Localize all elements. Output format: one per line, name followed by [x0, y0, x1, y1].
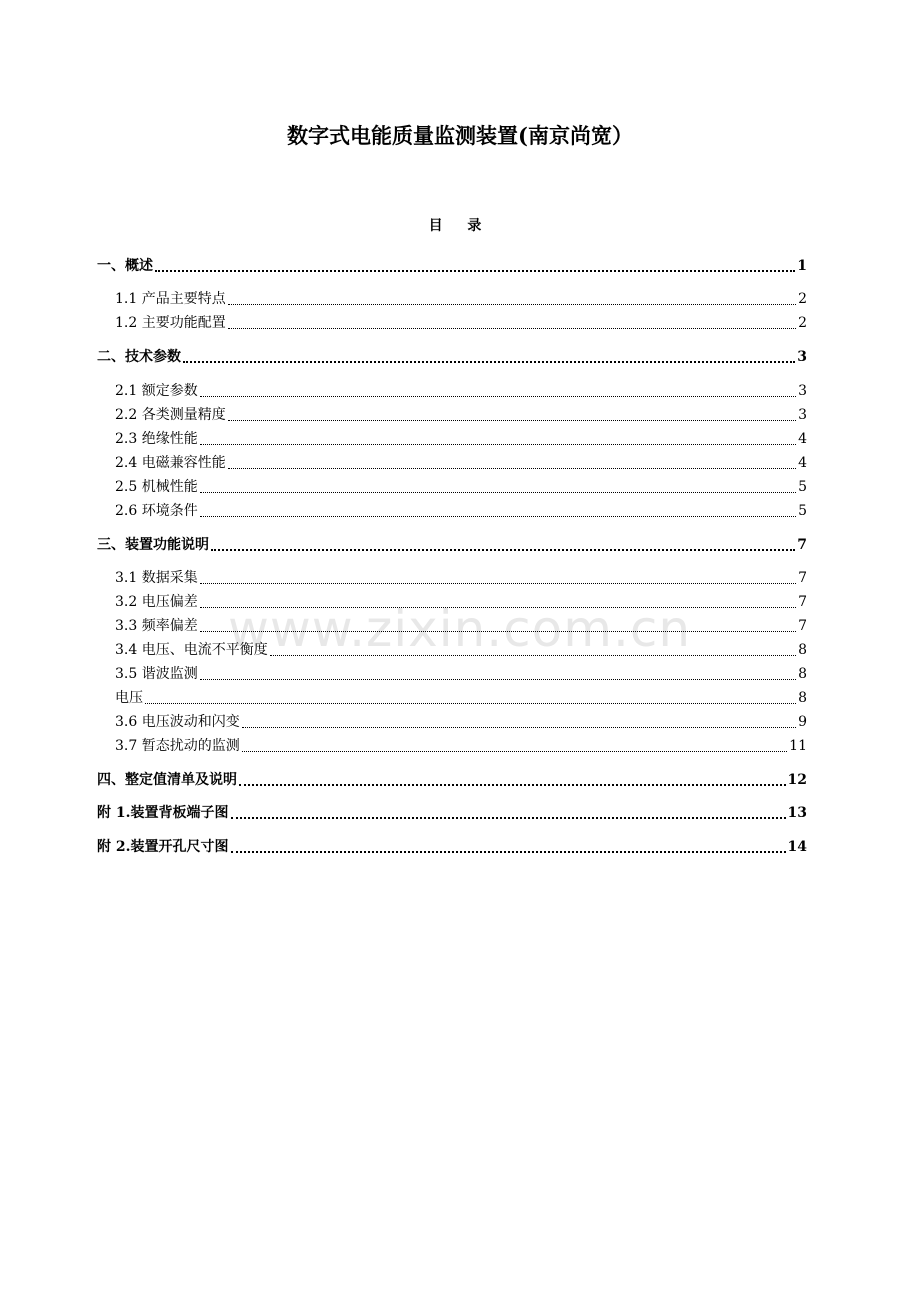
toc-entry[interactable]	[97, 429, 807, 449]
toc-entry[interactable]	[97, 313, 807, 333]
toc-entry[interactable]	[97, 501, 807, 521]
toc-entry[interactable]	[97, 405, 807, 425]
toc-entry-label: 附 2.装置开孔尺寸图	[97, 839, 229, 855]
toc-entry-label: 3.1 数据采集	[115, 570, 198, 586]
toc-entry[interactable]	[97, 347, 807, 367]
toc-entry-label: 二、技术参数	[97, 349, 181, 365]
toc-entry[interactable]	[97, 592, 807, 612]
toc-entry-page: 3	[798, 383, 807, 399]
toc-entry-page: 2	[798, 315, 807, 331]
toc-entry[interactable]	[97, 640, 807, 660]
toc-entry[interactable]	[97, 477, 807, 497]
toc-entry-page: 8	[798, 642, 807, 658]
toc-entry[interactable]	[97, 736, 807, 756]
toc-entry[interactable]	[97, 837, 807, 857]
toc-leader-dots	[270, 654, 796, 656]
toc-entry-label: 2.6 环境条件	[115, 503, 198, 519]
toc-entry-label: 2.2 各类测量精度	[115, 407, 226, 423]
toc-leader-dots	[228, 467, 796, 469]
toc-leader-dots	[239, 783, 786, 786]
watermark: www.zixin.com.cn	[228, 600, 692, 658]
toc-entry-label: 附 1.装置背板端子图	[97, 805, 229, 821]
toc-leader-dots	[200, 395, 796, 397]
toc-leader-dots	[211, 548, 795, 551]
toc-entry-page: 9	[798, 714, 807, 730]
toc-leader-dots	[231, 850, 786, 853]
toc-entry-label: 三、装置功能说明	[97, 537, 209, 553]
toc-entry[interactable]	[97, 256, 807, 276]
toc-entry-label: 1.2 主要功能配置	[115, 315, 226, 331]
toc-leader-dots	[200, 515, 796, 517]
toc-entry-page: 7	[797, 537, 807, 553]
toc-entry-page: 2	[798, 291, 807, 307]
toc-entry[interactable]	[97, 568, 807, 588]
toc-leader-dots	[200, 630, 796, 632]
toc-leader-dots	[242, 726, 796, 728]
toc-entry-label: 1.1 产品主要特点	[115, 291, 226, 307]
toc-entry-page: 1	[797, 258, 807, 274]
toc-entry-page: 4	[798, 431, 807, 447]
toc-leader-dots	[200, 582, 796, 584]
toc-entry[interactable]	[97, 712, 807, 732]
toc-leader-dots	[200, 678, 796, 680]
toc-leader-dots	[200, 491, 796, 493]
toc-entry[interactable]	[97, 289, 807, 309]
toc-entry-page: 14	[787, 839, 807, 855]
toc-leader-dots	[228, 419, 796, 421]
toc-entry-page: 4	[798, 455, 807, 471]
toc-entry-label: 2.1 额定参数	[115, 383, 198, 399]
toc-heading: 目 录	[428, 218, 492, 234]
toc-entry-page: 3	[797, 349, 807, 365]
toc-entry-page: 7	[798, 618, 807, 634]
toc-entry-page: 3	[798, 407, 807, 423]
toc-leader-dots	[183, 360, 795, 363]
toc-entry-label: 3.4 电压、电流不平衡度	[115, 642, 268, 658]
toc-entry[interactable]	[97, 803, 807, 823]
toc-entry-page: 8	[798, 690, 807, 706]
toc-entry[interactable]	[97, 688, 807, 708]
toc-entry-label: 2.5 机械性能	[115, 479, 198, 495]
toc-leader-dots	[242, 750, 787, 752]
toc-entry[interactable]	[97, 616, 807, 636]
toc-entry-page: 5	[798, 479, 807, 495]
toc-entry-page: 8	[798, 666, 807, 682]
toc-entry-label: 电压	[115, 690, 143, 706]
toc-entry-label: 3.7 暂态扰动的监测	[115, 738, 240, 754]
toc-entry-page: 7	[798, 594, 807, 610]
toc-entry-label: 3.3 频率偏差	[115, 618, 198, 634]
toc-entry-page: 11	[789, 738, 807, 754]
toc-entry-label: 四、整定值清单及说明	[97, 772, 237, 788]
toc-entry-label: 2.3 绝缘性能	[115, 431, 198, 447]
toc-entry[interactable]	[97, 381, 807, 401]
toc-leader-dots	[228, 303, 796, 305]
toc-entry-page: 7	[798, 570, 807, 586]
toc-entry[interactable]	[97, 664, 807, 684]
toc-leader-dots	[228, 327, 796, 329]
toc-entry-label: 2.4 电磁兼容性能	[115, 455, 226, 471]
toc-entry[interactable]	[97, 770, 807, 790]
toc-entry-label: 一、概述	[97, 258, 153, 274]
toc-leader-dots	[200, 606, 796, 608]
toc-entry[interactable]	[97, 453, 807, 473]
document-title: 数字式电能质量监测装置(南京尚宽）	[287, 123, 633, 148]
toc-leader-dots	[231, 816, 786, 819]
toc-entry[interactable]	[97, 535, 807, 555]
toc-entry-page: 13	[787, 805, 807, 821]
toc-leader-dots	[155, 269, 795, 272]
toc-entry-page: 12	[787, 772, 807, 788]
toc-entry-label: 3.6 电压波动和闪变	[115, 714, 240, 730]
toc-entry-page: 5	[798, 503, 807, 519]
toc-leader-dots	[145, 702, 796, 704]
toc-entry-label: 3.5 谐波监测	[115, 666, 198, 682]
toc-entry-label: 3.2 电压偏差	[115, 594, 198, 610]
toc-leader-dots	[200, 443, 796, 445]
